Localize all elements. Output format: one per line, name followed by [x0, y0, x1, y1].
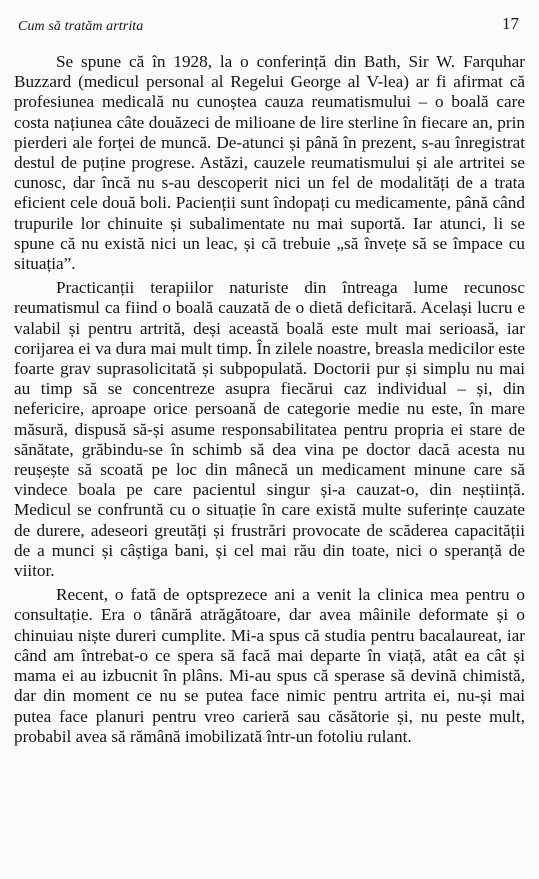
page-number: 17 [502, 14, 519, 33]
running-title: Cum să tratăm artrita [18, 19, 144, 34]
running-head [14, 8, 525, 52]
paragraph-3: Recent, o fată de optsprezece ani a venit la clinica mea pentru o consultație. Era o tânără atrăgătoare, dar avea mâinile deformate și o chinuiau niște dureri cumplite. Mi-a spus că studia pentru bacalaureat, iar când am întrebat-o ce spera să facă mai departe în viață, atât ea cât și mama ei au izbucnit în plâns. Mi-au spus că sperase să devină chimistă, dar din moment ce nu se putea face nimic pentru artrita ei, nu-și mai putea face planuri pentru vreo carieră sau căsătorie și, nu peste mult, probabil avea să rămână imobilizată într-un fotoliu rulant. [14, 585, 525, 746]
body-text [14, 52, 525, 747]
paragraph-1: Se spune că în 1928, la o conferință din Bath, Sir W. Farquhar Buzzard (medicul personal al Regelui George al V-lea) ar fi afirmat că profesiunea medicală nu cunoștea cauza reumatismului – o boală care costa națiunea câte douăzeci de milioane de lire sterline în fiecare an, prin pierderi ale forței de muncă. De-atunci și până în prezent, s-au înregistrat destul de puține progrese. Astăzi, cauzele reumatismului și ale artritei se cunosc, dar încă nu s-au descoperit nici un fel de modalități de a trata eficient cele două boli. Pacienții sunt îndopați cu medicamente, până când trupurile lor chinuite și subalimentate nu mai suportă. Iar atunci, li se spune că nu există nici un leac, și că trebuie „să învețe să se împace cu situația”. [14, 52, 525, 274]
paragraph-2: Practicanții terapiilor naturiste din întreaga lume recunosc reumatismul ca fiind o boală cauzată de o dietă deficitară. Același lucru e valabil și pentru artrită, deși această boală este mult mai serioasă, iar corijarea ei va dura mai mult timp. În zilele noastre, breasla medicilor este foarte grav suprasolicitată și subpopulată. Doctorii pur și simplu nu mai au timp să se concentreze asupra fiecărui caz individual – și, din nefericire, aproape orice persoană de categorie medie nu este, în mare măsură, dispusă să-și asume responsabilitatea pentru propria ei stare de sănătate, grăbindu-se în schimb să dea vina pe doctor dacă acesta nu reușește să scoată pe loc din mânecă un medicament minune care să vindece boala pe care pacientul singur și-a cauzat-o, din neștiință. Medicul se confruntă cu o situație în care există multe suferințe cauzate de durere, adeseori greutăți și frustrări provocate de scăderea capacității de a munci și câștiga bani, și cel mai rău din toate, nici o speranță de viitor. [14, 278, 525, 581]
